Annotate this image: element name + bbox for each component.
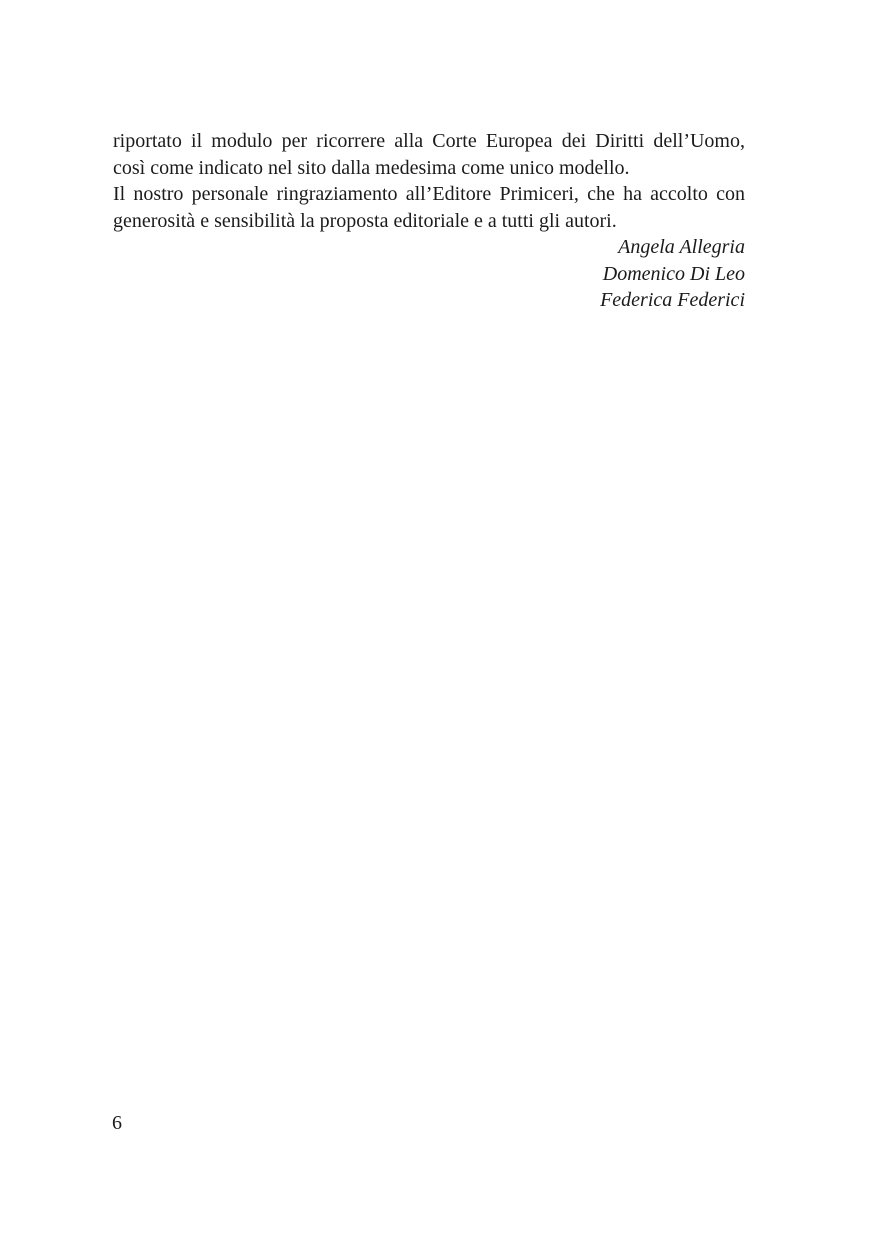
paragraph1-line1: riportato il modulo per ricorrere alla Corte Europea dei Diritti dell’Uomo, bbox=[113, 130, 745, 152]
signature-domenico-di-leo: Domenico Di Leo bbox=[602, 262, 745, 285]
paragraph1-line2: così come indicato nel sito dalla medesima come unico modello. bbox=[113, 156, 630, 179]
signature-federica-federici: Federica Federici bbox=[600, 289, 745, 311]
paragraph2-line1: Il nostro personale ringraziamento all’Editore Primiceri, che ha accolto con bbox=[113, 183, 745, 205]
paragraph2-line2: generosità e sensibilità la proposta editoriale e a tutti gli autori. bbox=[113, 209, 617, 232]
page-number: 6 bbox=[112, 1112, 122, 1134]
signature-angela-allegria: Angela Allegria bbox=[618, 236, 745, 258]
body-text bbox=[113, 128, 745, 314]
